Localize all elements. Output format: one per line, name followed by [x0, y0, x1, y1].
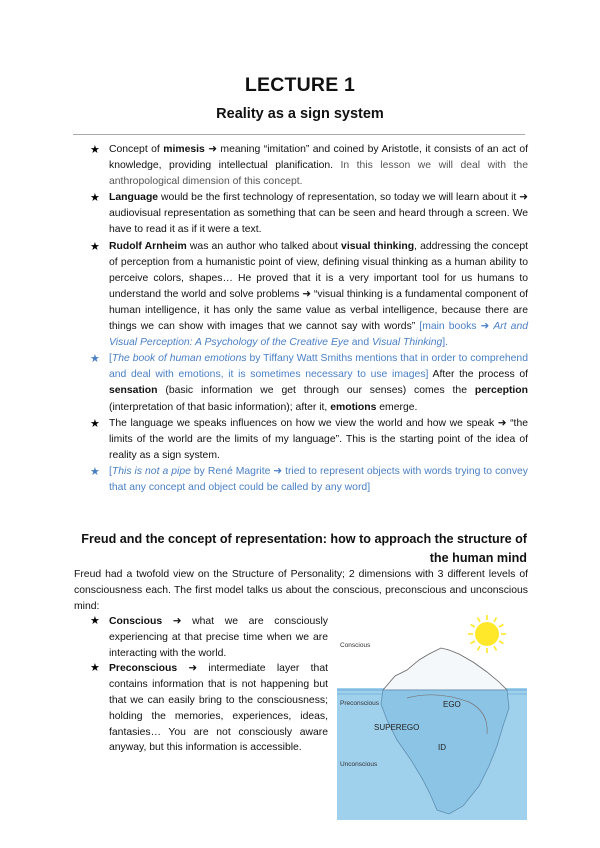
star-bullet-icon: ★	[90, 662, 100, 675]
bullet-text: This is not a pipe	[111, 465, 191, 477]
star-bullet-icon: ★	[90, 240, 100, 253]
bullet-text: emotions	[330, 401, 377, 413]
bullet-text: Rudolf Arnheim	[109, 240, 187, 252]
conscious-label: Conscious	[340, 642, 371, 649]
bullet-text: Visual Thinking	[372, 337, 443, 349]
bullet-text: ➜ what we are consciously experiencing at that precise time when we are interacting with the world.	[109, 616, 328, 659]
bullet-text: [	[109, 465, 112, 477]
bullet-arnheim	[90, 239, 528, 352]
bullet-text: and	[348, 337, 373, 349]
bullet-magritte	[90, 464, 528, 496]
bullet-text: was an author who talked about	[186, 240, 342, 252]
superego-label: SUPEREGO	[374, 723, 420, 732]
bullet-text: (interpretation of that basic information); after it,	[109, 401, 331, 413]
star-bullet-icon: ★	[90, 465, 100, 478]
bullet-human-emotions	[90, 351, 528, 415]
bullet-text: , addressing the concept of perception from a humanistic point of view, defining visual thinking as a human ability to perceive colors, shapes… He proved that it is a very important tool for us humans to understand the world and solve problems ➜ “visual thinking is a fundamental component of human intelligence, it has only the same value as verbal intelligence, because there are things we can show with images that we cannot say with words”	[109, 240, 529, 333]
bullet-list	[90, 142, 528, 496]
bullet-text: (basic information we get through our senses) comes the	[157, 385, 475, 397]
bullet-text: Art and Visual Perception: A Psychology of the Creative Eye	[109, 321, 528, 349]
bullet-text: Conscious	[109, 616, 163, 627]
bullet-text: visual thinking	[341, 240, 415, 252]
unconscious-label: Unconscious	[340, 761, 378, 768]
bullet-text: The book of human emotions	[111, 353, 247, 365]
bullet-text: emerge.	[376, 401, 418, 413]
id-label: ID	[438, 743, 446, 752]
bullet-mimesis	[90, 142, 528, 190]
bullet-text: sensation	[109, 385, 158, 397]
bullet-limits-of-language	[90, 416, 528, 464]
bullet-text: by René Magrite ➜ tried to represent objects with words trying to convey that any concept and object could be called by any word]	[109, 465, 528, 493]
bullet-text: by Tiffany Watt Smiths mentions that in order to comprehend and deal with emotions, it is sometimes necessary to use images]	[109, 353, 528, 381]
bullet-language	[90, 190, 528, 238]
bullet-text: In this lesson we will deal with the anthropological dimension of this concept.	[109, 160, 528, 188]
star-bullet-icon: ★	[90, 144, 100, 156]
page-title: LECTURE 1	[244, 74, 356, 96]
bullet-text: After the process of	[428, 369, 528, 381]
bullet-text: would be the first technology of representation, so today we will learn about it ➜ audiovisual representation as something that can be seen and heard through a screen. We have to read it as if it were a text.	[109, 192, 528, 236]
bullet-text: The language we speaks influences on how we view the world and how we speak ➜ “the limits of the world are the limits of my language”. This is the starting point of the idea of reality as a sign system.	[109, 417, 528, 461]
section-heading: Freud and the concept of representation: how to approach the structure of the human mind	[81, 532, 527, 565]
bullet-text: ➜ meaning “imitation” and coined by Aristotle, it consists of an act of knowledge, providing intellectual planification.	[109, 144, 528, 172]
bullet-text: [main books ➜	[415, 321, 494, 333]
bullet-text: Preconscious	[109, 663, 178, 675]
page-subtitle: Reality as a sign system	[216, 106, 384, 122]
bullet-text: Concept of	[109, 144, 164, 155]
star-bullet-icon: ★	[90, 192, 100, 205]
bullet-text: ➜ intermediate layer that contains information that is not happening but that we can easily bring to the consciousness; holding the memories, experiences, ideas, fantasies… You are not consciously aware anyway, but this information is accessible.	[109, 663, 328, 754]
title-divider	[73, 134, 525, 135]
star-bullet-icon: ★	[90, 417, 100, 430]
preconscious-label: Preconscious	[340, 700, 380, 707]
bullet-text: Language	[109, 192, 159, 204]
bullet-conscious	[90, 614, 328, 661]
ego-label: EGO	[443, 700, 461, 709]
iceberg-diagram	[337, 610, 527, 820]
bullet-text: mimesis	[163, 144, 205, 155]
bullet-text: ].	[442, 337, 449, 349]
star-bullet-icon: ★	[90, 615, 100, 627]
star-bullet-icon: ★	[90, 353, 100, 366]
sun-icon	[475, 622, 499, 646]
freud-bullet-list	[90, 614, 328, 756]
bullet-preconscious	[90, 661, 328, 756]
section-intro: Freud had a twofold view on the Structure of Personality; 2 dimensions with 3 different levels of consciousness each. The first model talks us about the conscious, preconscious and unconscious mind:	[74, 569, 528, 612]
bullet-text: perception	[474, 385, 528, 397]
bullet-text: [	[109, 353, 112, 365]
